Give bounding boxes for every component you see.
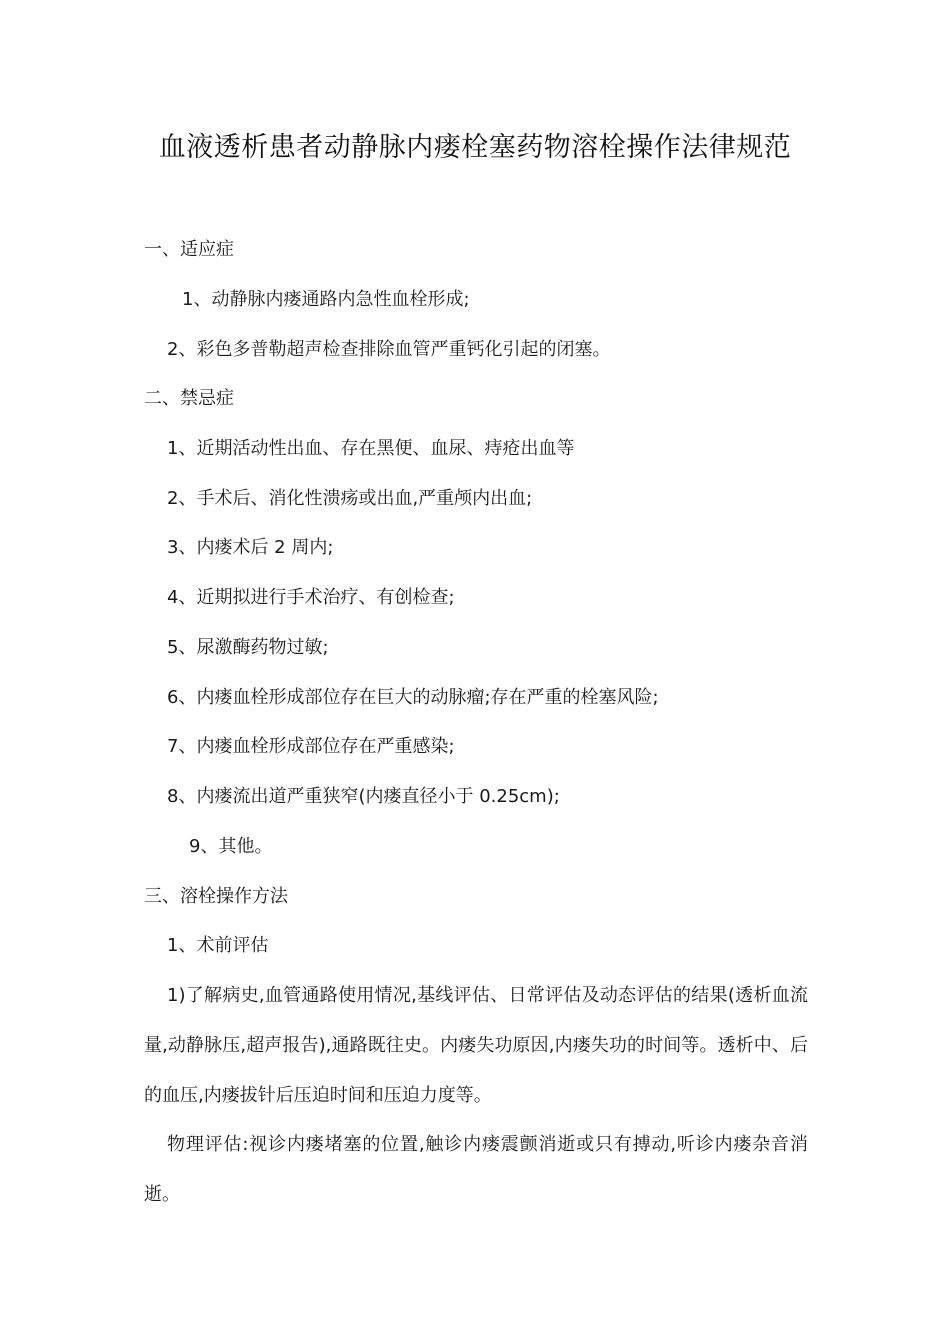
list-item: 6、内瘘血栓形成部位存在巨大的动脉瘤;存在严重的栓塞风险; — [167, 687, 659, 708]
list-item: 8、内瘘流出道严重狭窄(内瘘直径小于 0.25cm); — [167, 786, 560, 807]
list-item: 2、手术后、消化性溃疡或出血,严重颅内出血; — [167, 488, 533, 509]
section-heading-procedure: 三、溶栓操作方法 — [144, 886, 288, 907]
list-item: 1、动静脉内瘘通路内急性血栓形成; — [182, 289, 470, 310]
list-item: 4、近期拟进行手术治疗、有创检查; — [167, 587, 455, 608]
paragraph-history: 1)了解病史,血管通路使用情况,基线评估、日常评估及动态评估的结果(透析血流量,动静脉压,超声报告),通路既往史。内瘘失功原因,内瘘失功的时间等。透析中、后的血压,内瘘拔针后压迫时间和压迫力度等。 — [144, 985, 808, 1106]
section-heading-contraindications: 二、禁忌症 — [144, 388, 234, 409]
list-item: 2、彩色多普勒超声检查排除血管严重钙化引起的闭塞。 — [167, 339, 611, 360]
list-item: 1、近期活动性出血、存在黑便、血尿、痔疮出血等 — [167, 438, 575, 459]
list-item: 7、内瘘血栓形成部位存在严重感染; — [167, 736, 455, 757]
sub-heading-preop-assessment: 1、术前评估 — [167, 935, 269, 956]
section-heading-indications: 一、适应症 — [144, 239, 234, 260]
paragraph-physical-assessment: 物理评估:视诊内瘘堵塞的位置,触诊内瘘震颤消逝或只有搏动,听诊内瘘杂音消逝。 — [144, 1134, 808, 1205]
document-title: 血液透析患者动静脉内瘘栓塞药物溶栓操作法律规范 — [158, 132, 792, 163]
list-item: 3、内瘘术后 2 周内; — [167, 537, 334, 558]
list-item: 9、其他。 — [189, 836, 273, 857]
list-item: 5、尿激酶药物过敏; — [167, 637, 329, 658]
